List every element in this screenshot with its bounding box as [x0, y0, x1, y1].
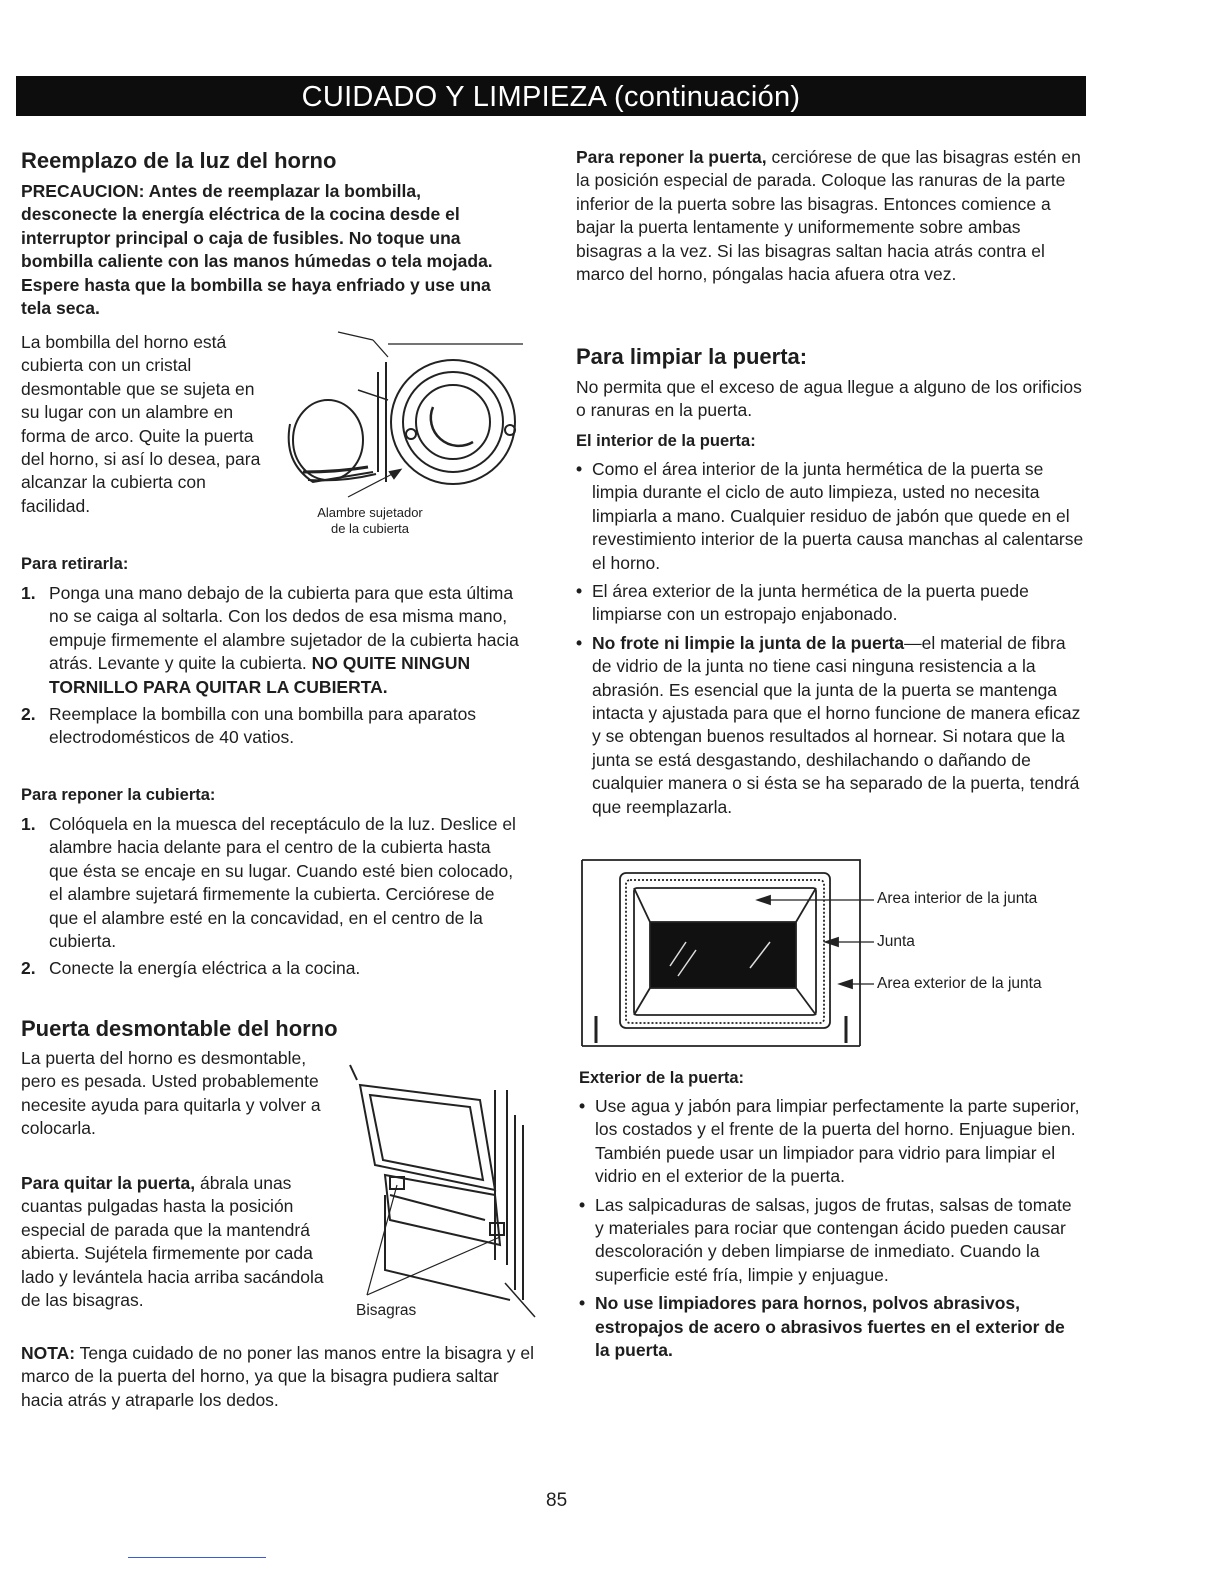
clean-door-intro: No permita que el exceso de agua llegue a alguno de los orificios o ranuras en la puerta.: [576, 377, 1082, 421]
caution-text: PRECAUCION: Antes de reemplazar la bombilla, desconecte la energía eléctrica de la cocina desde el interruptor principal o caja de fusibles. No toque una bombilla caliente con las manos húmedas o tela mojada. Espere hasta que la bombilla se haya enfriado y use una tela seca.: [21, 181, 493, 319]
gasket-label-exterior: Area exterior de la junta: [877, 975, 1042, 992]
note-text: [21, 1342, 541, 1412]
step-number: 2.: [21, 704, 36, 725]
bullet-text: Como el área interior de la junta hermética de la puerta se limpia durante el ciclo de auto limpieza, usted no necesita limpiarla a mano. Cualquier residuo de jabón que quede en el revestimiento interior de la puerta causa manchas al calentarse el horno.: [592, 459, 1084, 573]
bullet-text: Las salpicaduras de salsas, jugos de frutas, salsas de tomate y materiales para rociar que contengan ácido pueden causar descoloración y deben limpiarse de inmediato. Cuando la superficie esté fría, limpie y enjuague.: [595, 1194, 1072, 1285]
interior-bullet: [576, 632, 1086, 819]
bullet-bold: No frote ni limpie la junta de la puerta: [592, 632, 905, 653]
replace-door-text: [576, 146, 1081, 286]
step-number: 2.: [21, 958, 36, 979]
remove-heading: Para retirarla:: [21, 555, 129, 573]
step-text: Colóquela en la muesca del receptáculo de la luz. Deslice el alambre hacia delante para el centro de la cubierta hasta que ésta se encaje en su lugar. Cuando esté bien colocado, el alambre sujetará firmemente la cubierta. Cerciórese de que el alambre esté en la concavidad, en el centro de la cubierta.: [49, 814, 516, 952]
door-remove-text: [21, 1172, 336, 1312]
remove-step: [21, 582, 531, 699]
section-banner: CUIDADO Y LIMPIEZA (continuación): [16, 76, 1086, 116]
bulb-intro: La bombilla del horno está cubierta con un cristal desmontable que se sujeta en su lugar con un alambre en forma de arco. Quite la puerta del horno, si así lo desea, para alcanzar la cubierta con facilidad.: [21, 332, 261, 516]
step-text: Reemplace la bombilla con una bombilla para aparatos electrodomésticos de 40 vatios.: [49, 704, 477, 748]
remove-steps-list: [21, 582, 531, 750]
gasket-label-interior: Area interior de la junta: [877, 890, 1038, 907]
remove-step: [21, 703, 531, 750]
step-number: 1.: [21, 583, 36, 603]
step-text: Conecte la energía eléctrica a la cocina.: [49, 958, 361, 979]
footer-rule: [128, 1557, 266, 1558]
step-text: Ponga una mano debajo de la cubierta para que esta última no se caiga al soltarla. Con los dedos de esa misma mano, empuje firmemente el alambre sujetador de la cubierta hacia atrás. Levante y quite la cubierta.: [49, 583, 519, 674]
note-body: Tenga cuidado de no poner las manos entre la bisagra y el marco de la puerta del horno, ya que la bisagra pudiera saltar hacia atrás y atraparle los dedos.: [21, 1343, 534, 1410]
exterior-heading: Exterior de la puerta:: [579, 1069, 745, 1087]
exterior-bullet: [579, 1095, 1084, 1189]
bulb-figure-caption-1: Alambre sujetador: [317, 505, 423, 520]
hinges-caption: Bisagras: [356, 1302, 417, 1319]
gasket-label-gasket: Junta: [877, 933, 915, 950]
interior-bullet: [576, 458, 1086, 575]
replace-door-body: cerciórese de que las bisagras estén en la posición especial de parada. Coloque las ranuras de la parte inferior de la puerta sobre las bisagras. Entonces comience a bajar la puerta lentamente y uniformemente sobre ambas bisagras a la vez. Si las bisagras saltan hacia atrás contra el marco del horno, póngalas hacia afuera otra vez.: [576, 147, 1081, 285]
bullet-glyph: •: [576, 581, 583, 602]
bullet-glyph: •: [576, 632, 583, 653]
door-heading: Puerta desmontable del horno: [21, 1016, 338, 1041]
bulb-figure-caption-2: de la cubierta: [330, 521, 410, 536]
bulb-cover-illustration: [268, 322, 528, 512]
replace-step: [21, 957, 521, 980]
interior-heading: El interior de la puerta:: [576, 432, 756, 450]
door-intro: La puerta del horno es desmontable, pero es pesada. Usted probablemente necesite ayuda para quitarla y volver a colocarla.: [21, 1048, 321, 1139]
bullet-glyph: •: [579, 1194, 586, 1215]
bullet-text: El área exterior de la junta hermética de la puerta puede limpiarse con un estropajo enjabonado.: [592, 581, 1029, 625]
oven-door-illustration: [345, 1055, 540, 1330]
exterior-bullets: [579, 1095, 1084, 1362]
replace-cover-heading: Para reponer la cubierta:: [21, 786, 216, 804]
bullet-bold-text: No use limpiadores para hornos, polvos abrasivos, estropajos de acero o abrasivos fuertes en el exterior de la puerta.: [595, 1293, 1065, 1361]
clean-door-heading: Para limpiar la puerta:: [576, 344, 808, 369]
exterior-bullet: [579, 1194, 1084, 1288]
replace-step: [21, 813, 521, 953]
door-remove-bold: Para quitar la puerta,: [21, 1173, 196, 1193]
light-heading: Reemplazo de la luz del horno: [21, 148, 337, 173]
note-label: NOTA:: [21, 1343, 76, 1363]
interior-bullets: [576, 458, 1086, 819]
bullet-glyph: •: [576, 459, 583, 479]
replace-door-bold: Para reponer la puerta,: [576, 147, 767, 167]
step-bold-warning: NO QUITE NINGUN TORNILLO PARA QUITAR LA CUBIERTA.: [49, 653, 471, 697]
bullet-text: Use agua y jabón para limpiar perfectamente la parte superior, los costados y el frente de la puerta del horno. Enjuague bien. También puede usar un limpiador para vidrio para limpiar el vidrio en el exterior de la puerta.: [595, 1096, 1080, 1187]
page-number: 85: [546, 1490, 568, 1511]
bullet-glyph: •: [579, 1096, 586, 1116]
step-number: 1.: [21, 814, 36, 834]
door-remove-body: ábrala unas cuantas pulgadas hasta la posición especial de parada que la mantendrá abierta. Sujétela firmemente por cada lado y levántela hacia arriba sacándola de las bisagras.: [21, 1173, 324, 1311]
bullet-text: —el material de fibra de vidrio de la junta no tiene casi ninguna resistencia a la abrasión. Es esencial que la junta de la puerta se mantenga intacta y ajustada para que el horno funcione de manera eficaz y se obtengan buenos resultados al hornear. Si notara que la junta se está desgastando, deshilachando o dañando de cualquier manera o si ésta se ha separado de la puerta, tendrá que reemplazarla.: [592, 632, 1081, 817]
interior-bullet: [576, 580, 1086, 627]
replace-steps-list: [21, 813, 521, 981]
door-gasket-illustration: [578, 858, 868, 1048]
bullet-glyph: •: [579, 1293, 586, 1314]
exterior-bullet: [579, 1292, 1084, 1362]
